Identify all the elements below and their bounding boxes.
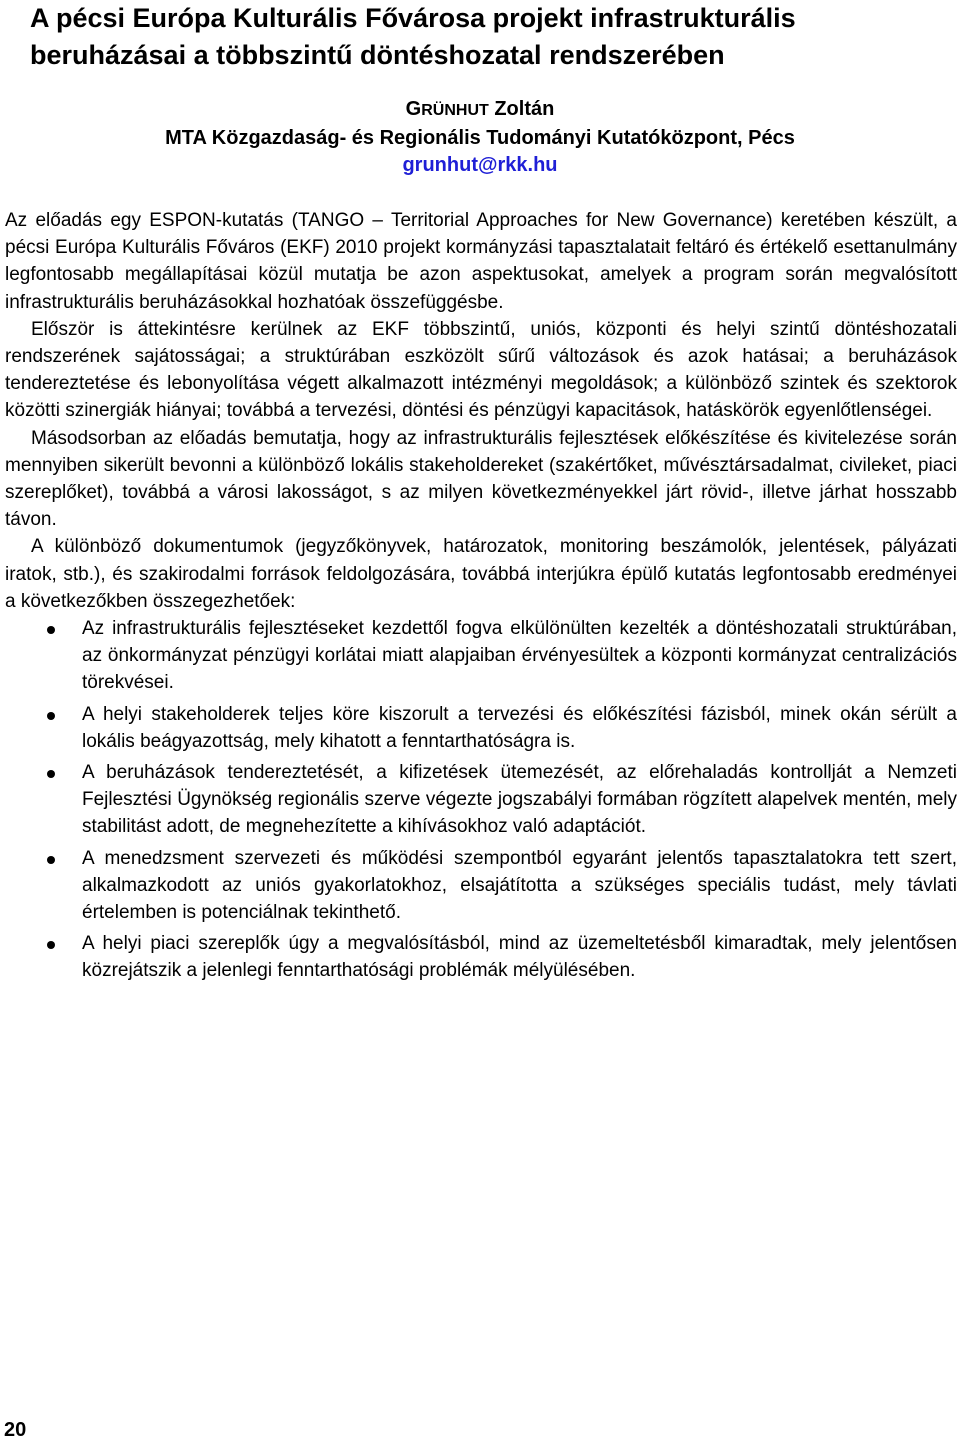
findings-list — [5, 615, 957, 985]
list-item-text: A helyi piaci szereplők úgy a megvalósításból, mind az üzemeltetésből kimaradtak, mely jelentősen közrejátszik a jelenlegi fenntarthatósági problémák mélyülésében. — [82, 933, 957, 982]
list-item — [5, 930, 957, 984]
bullet-icon — [47, 770, 55, 778]
list-item — [5, 701, 957, 755]
paragraph-first: Először is áttekintésre kerülnek az EKF többszintű, uniós, központi és helyi szintű döntéshozatali rendszerének sajátosságai; a struktúrában eszközölt sűrű változások és azok hatásai; a beruházások tendereztetése és lebonyolítása végett alkalmazott intézményi megoldások; a különböző szintek és szektorok közötti szinergiák hiányai; továbbá a tervezési, döntési és pénzügyi kapacitások, hatáskörök egyenlőtlenségei. — [5, 318, 957, 422]
paragraph-intro: Az előadás egy ESPON-kutatás (TANGO – Territorial Approaches for New Governance) keretében készült, a pécsi Európa Kulturális Főváros (EKF) 2010 projekt kormányzási tapasztalatait feltáró és értékelő esettanulmány legfontosabb megállapításai közül mutatja be azon aspektusokat, amelyek a program során megvalósított infrastrukturális beruházásokkal hozhatóak összefüggésbe. — [5, 210, 957, 313]
list-item — [5, 759, 957, 841]
page-number: 20 — [4, 1419, 27, 1441]
list-item — [5, 615, 957, 697]
author-block — [0, 96, 960, 180]
document-title: A pécsi Európa Kulturális Fővárosa projekt infrastrukturális beruházásai a többszintű döntéshozatal rendszerében — [30, 3, 796, 70]
list-item — [5, 845, 957, 927]
paragraph-methods: A különböző dokumentumok (jegyzőkönyvek, határozatok, monitoring beszámolók, jelentések, pályázati iratok, stb.), és szakirodalmi források feldolgozására, továbbá interjúkra épülő kutatás legfontosabb eredményei a következőkben összegezhetőek: — [5, 536, 957, 612]
list-item-text: A helyi stakeholderek teljes köre kiszorult a tervezési és előkészítési fázisból, minek okán sérült a lokális beágyazottság, mely kihatott a fenntarthatóságra is. — [82, 703, 957, 752]
paragraph-second: Másodsorban az előadás bemutatja, hogy az infrastrukturális fejlesztések előkészítése és kivitelezése során mennyiben sikerült bevonni a különböző lokális stakeholdereket (szakértőket, művésztársadalmat, civileket, piaci szereplőket), továbbá a városi lakosságot, s az milyen következményekkel járt rövid-, illetve járhat hosszabb távon. — [5, 427, 957, 531]
bullet-icon — [47, 712, 55, 720]
list-item-text: A menedzsment szervezeti és működési szempontból egyaránt jelentős tapasztalatokra tett szert, alkalmazkodott az uniós gyakorlatokhoz, elsajátította a szükséges speciális tudást, mely távlati értelemben is potenciálnak tekinthető. — [82, 847, 957, 924]
bullet-icon — [47, 626, 55, 634]
bullet-icon — [47, 941, 55, 949]
abstract-body — [5, 207, 957, 985]
author-surname-initial: G — [405, 98, 422, 120]
author-email-link[interactable]: grunhut@rkk.hu — [402, 154, 558, 176]
author-given-name: Zoltán — [488, 98, 555, 120]
list-item-text: A beruházások tendereztetését, a kifizetések ütemezését, az előrehaladás kontrollját a Nemzeti Fejlesztési Ügynökség regionális szerve végezte jogszabályi formában rögzített alapelvek mentén, mely stabilitást adott, de megnehezítette a kihívásokhoz való adaptációt. — [82, 762, 957, 838]
bullet-icon — [47, 856, 55, 864]
author-name — [0, 96, 960, 125]
author-surname-rest: RÜNHUT — [421, 102, 489, 119]
list-item-text: Az infrastrukturális fejlesztéseket kezdettől fogva elkülönülten kezelték a döntéshozatali struktúrában, az önkormányzat pénzügyi korlátai miatt alapjaiban érvényesültek a központi kormányzat centralizációs törekvései. — [82, 618, 957, 694]
author-affiliation: MTA Közgazdaság- és Regionális Tudományi Kutatóközpont, Pécs — [165, 126, 795, 149]
